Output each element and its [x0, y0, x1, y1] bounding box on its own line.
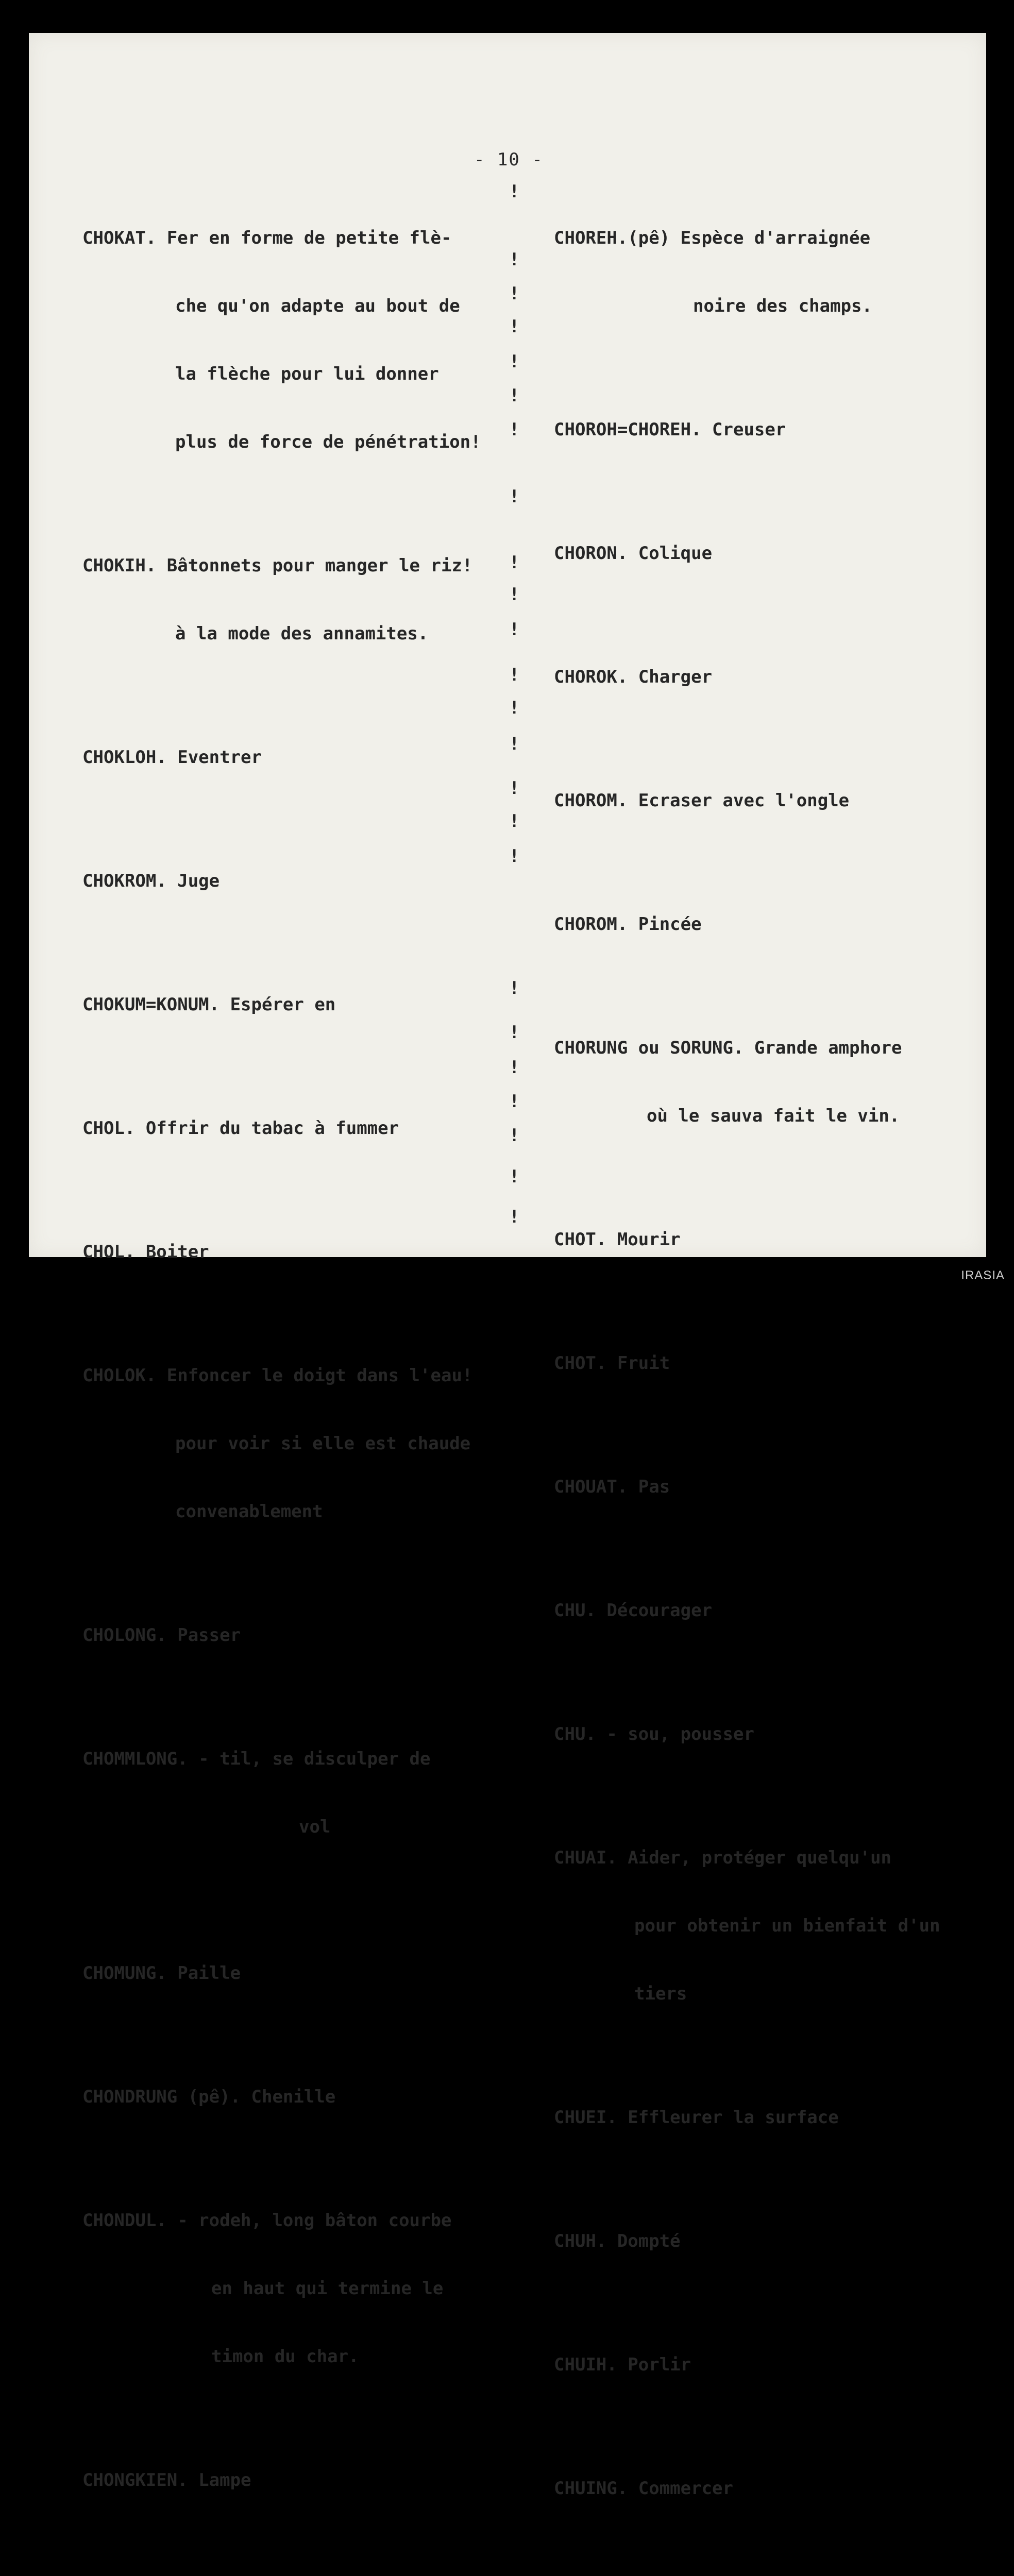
dictionary-entry — [82, 701, 526, 814]
dictionary-entry — [554, 2308, 987, 2421]
separator-mark: ! — [509, 1166, 520, 1187]
dictionary-entry — [82, 2040, 526, 2154]
separator-mark: ! — [509, 1022, 520, 1043]
entry-line: CHOROH=CHOREH. Creuser — [554, 419, 786, 440]
dictionary-entry — [82, 1579, 526, 1692]
entry-line: noire des champs. — [693, 296, 872, 316]
separator-mark: ! — [509, 698, 520, 718]
dictionary-entry — [554, 497, 987, 610]
dictionary-entry — [82, 1702, 526, 1884]
dictionary-entry — [82, 2547, 526, 2576]
entry-line: CHUIH. Porlir — [554, 2354, 691, 2375]
entry-line: la flèche pour lui donner — [175, 364, 439, 384]
entry-line: CHOKAT. Fer en forme de petite flè- — [82, 228, 452, 248]
separator-mark: ! — [509, 811, 520, 832]
separator-mark: ! — [509, 1091, 520, 1112]
entry-line: à la mode des annamites. — [175, 623, 429, 644]
entry-line: convenablement — [175, 1501, 323, 1522]
entry-line: CHOT. Mourir — [554, 1229, 681, 1250]
entry-line: CHOROM. Pincée — [554, 914, 702, 935]
entry-line: CHONGKIEN. Lampe — [82, 2470, 251, 2490]
separator-mark: ! — [509, 283, 520, 304]
dictionary-entry — [554, 2061, 987, 2174]
entry-line: plus de force de pénétration! — [175, 432, 481, 452]
separator-mark: ! — [509, 419, 520, 440]
dictionary-entry — [554, 1801, 987, 2050]
dictionary-entry — [554, 868, 987, 981]
separator-mark: ! — [509, 846, 520, 867]
entry-line: CHONDRUNG (pê). Chenille — [82, 2087, 336, 2107]
dictionary-entry — [82, 2164, 526, 2413]
separator-mark: ! — [509, 486, 520, 507]
column-separator — [509, 181, 519, 1238]
dictionary-entry — [82, 1917, 526, 2030]
dictionary-entry — [554, 1183, 987, 1296]
entry-line: timon du char. — [211, 2346, 359, 2367]
entry-line: CHOT. Fruit — [554, 1353, 670, 1374]
separator-mark: ! — [509, 584, 520, 605]
entry-line: en haut qui termine le — [211, 2278, 444, 2299]
separator-mark: ! — [509, 1207, 520, 1227]
dictionary-entry — [82, 2424, 526, 2537]
entry-line: pour obtenir un bienfait d'un — [634, 1916, 940, 1936]
dictionary-entry — [554, 744, 987, 857]
separator-mark: ! — [509, 181, 520, 202]
dictionary-entry — [82, 1195, 526, 1309]
entry-line: vol — [299, 1817, 331, 1837]
dictionary-entry — [554, 1307, 987, 1420]
entry-line: CHOROM. Ecraser avec l'ongle — [554, 790, 850, 811]
separator-mark: ! — [509, 734, 520, 754]
entry-line: CHONDUL. - rodeh, long bâton courbe — [82, 2210, 452, 2231]
dictionary-entry — [554, 373, 987, 486]
entry-line: CHOKLOH. Eventrer — [82, 747, 262, 768]
dictionary-entry — [82, 1072, 526, 1185]
left-column — [82, 181, 526, 2576]
entry-line: pour voir si elle est chaude — [175, 1433, 471, 1454]
dictionary-entry — [554, 2184, 987, 2298]
dictionary-entry — [82, 824, 526, 938]
dictionary-entry — [554, 1554, 987, 1667]
separator-mark: ! — [509, 1125, 520, 1146]
separator-mark: ! — [509, 978, 520, 998]
separator-mark: ! — [509, 665, 520, 685]
entry-line: CHOKROM. Juge — [82, 871, 220, 891]
separator-mark: ! — [509, 351, 520, 372]
entry-line: CHOROK. Charger — [554, 667, 713, 687]
entry-line: CHOKUM=KONUM. Espérer en — [82, 994, 336, 1015]
watermark-label: IRASIA — [961, 1268, 1005, 1282]
entry-line: CHUH. Dompté — [554, 2231, 681, 2251]
dictionary-entry — [82, 948, 526, 1061]
entry-line: CHU. Décourager — [554, 1600, 713, 1621]
dictionary-entry — [554, 181, 987, 363]
entry-line: che qu'on adapte au bout de — [175, 296, 460, 316]
entry-line: CHORON. Colique — [554, 543, 713, 564]
dictionary-entry — [554, 2432, 987, 2545]
separator-mark: ! — [509, 552, 520, 573]
entry-line: tiers — [634, 1984, 687, 2004]
entry-line: CHUING. Commercer — [554, 2478, 733, 2499]
separator-mark: ! — [509, 1057, 520, 1078]
entry-line: CHOMMLONG. - til, se disculper de — [82, 1749, 431, 1769]
entry-line: CHUAI. Aider, protéger quelqu'un — [554, 1848, 892, 1868]
entry-line: CHU. - sou, pousser — [554, 1724, 754, 1744]
dictionary-entry — [554, 620, 987, 734]
separator-mark: ! — [509, 316, 520, 337]
entry-line: CHOMUNG. Paille — [82, 1963, 241, 1984]
dictionary-entry — [554, 991, 987, 1173]
separator-mark: ! — [509, 385, 520, 406]
entry-line: où le sauva fait le vin. — [647, 1106, 900, 1126]
right-column — [554, 181, 987, 2576]
entry-line: CHOLONG. Passer — [82, 1625, 241, 1646]
page-number: - 10 - — [474, 149, 544, 170]
separator-mark: ! — [509, 249, 520, 270]
separator-mark: ! — [509, 778, 520, 799]
dictionary-entry — [82, 509, 526, 690]
dictionary-entry — [554, 2555, 987, 2576]
dictionary-entry — [554, 1430, 987, 1544]
dictionary-entry — [82, 1319, 526, 1568]
entry-line: CHOUAT. Pas — [554, 1477, 670, 1497]
entry-line: CHOKIH. Bâtonnets pour manger le riz! — [82, 555, 473, 576]
entry-line: CHUEI. Effleurer la surface — [554, 2107, 839, 2128]
entry-line: CHOREH.(pê) Espèce d'arraignée — [554, 228, 871, 248]
separator-mark: ! — [509, 619, 520, 640]
entry-line: CHOLOK. Enfoncer le doigt dans l'eau! — [82, 1365, 473, 1386]
dictionary-entry — [554, 1677, 987, 1791]
entry-line: CHOL. Offrir du tabac à fummer — [82, 1118, 399, 1139]
dictionary-entry — [82, 181, 526, 499]
entry-line: CHOL. Boiter — [82, 1242, 209, 1262]
entry-line: CHORUNG ou SORUNG. Grande amphore — [554, 1038, 902, 1058]
